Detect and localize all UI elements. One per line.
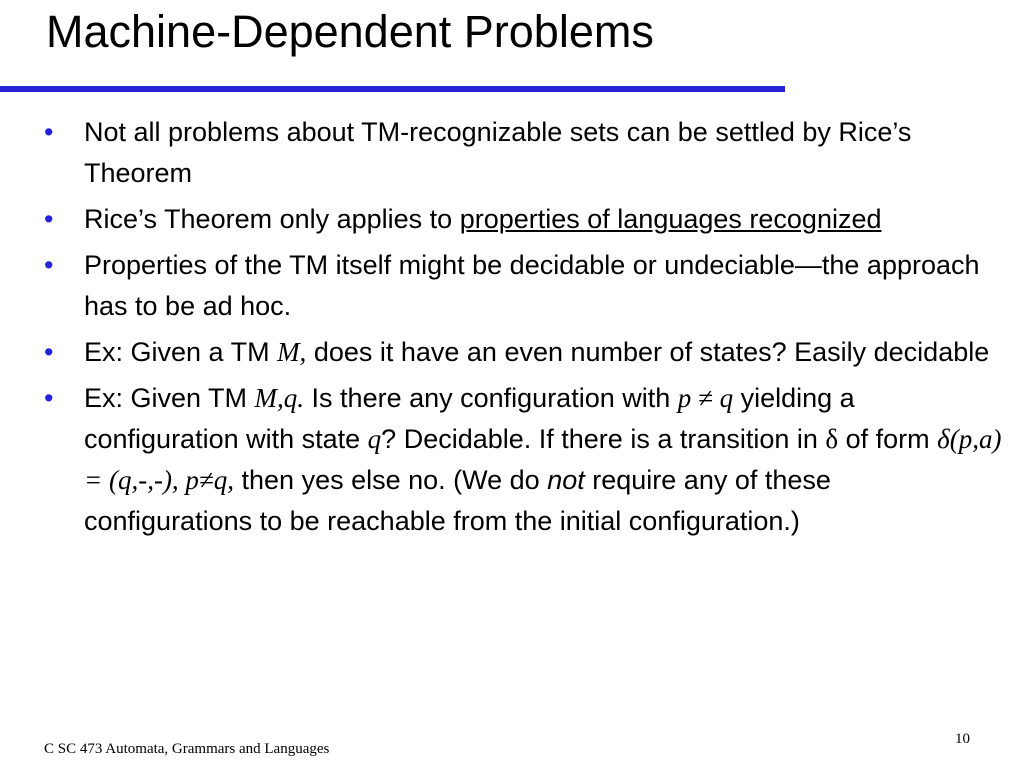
- bullet-dot-icon: •: [44, 383, 54, 413]
- bullet-text: require any of these configurations to be reachable from the initial configuration.): [84, 465, 831, 536]
- slide-title: Machine-Dependent Problems: [46, 6, 654, 57]
- math-term: p ≠ q: [677, 383, 734, 413]
- bullet-dot-icon: •: [44, 337, 54, 367]
- bullet-dot-icon: •: [44, 250, 54, 280]
- footer-course: C SC 473 Automata, Grammars and Languages: [44, 741, 330, 757]
- bullet-text: Ex: Given a TM: [84, 337, 278, 367]
- math-term: M,: [277, 337, 307, 367]
- bullet-dot-icon: •: [44, 117, 54, 147]
- bullet-text: Not all problems about TM-recognizable sets can be settled by Rice’s Theorem: [84, 117, 912, 188]
- bullet-text: of form: [838, 424, 938, 454]
- bullet-text: then yes else no. (We do: [234, 465, 548, 495]
- math-term: δ(p,a) = (q,-,-), p≠q,: [84, 424, 1002, 495]
- bullet-text: does it have an even number of states? Easily decidable: [306, 337, 990, 367]
- math-term: q: [367, 424, 382, 454]
- title-underline-rule: [0, 86, 785, 92]
- bullet-text: yielding a configuration with state: [84, 383, 855, 454]
- emphasized-word: not: [547, 465, 585, 495]
- math-term: δ: [825, 424, 839, 454]
- bullet-item: [44, 332, 1004, 373]
- bullet-list: [44, 112, 1004, 547]
- bullet-text: Is there any configuration with: [304, 383, 678, 413]
- bullet-text: ? Decidable. If there is a transition in: [381, 424, 826, 454]
- math-term: M,q.: [254, 383, 305, 413]
- bullet-item: [44, 378, 1004, 542]
- bullet-dot-icon: •: [44, 204, 54, 234]
- bullet-item: [44, 199, 1004, 240]
- bullet-text: Properties of the TM itself might be decidable or undeciable—the approach has to be ad hoc.: [84, 250, 980, 321]
- bullet-item: [44, 112, 1004, 194]
- underlined-phrase: properties of languages recognized: [459, 204, 882, 234]
- bullet-text: Rice’s Theorem only applies to: [84, 204, 460, 234]
- bullet-item: [44, 245, 1004, 327]
- page-number: 10: [955, 731, 970, 747]
- bullet-text: Ex: Given TM: [84, 383, 255, 413]
